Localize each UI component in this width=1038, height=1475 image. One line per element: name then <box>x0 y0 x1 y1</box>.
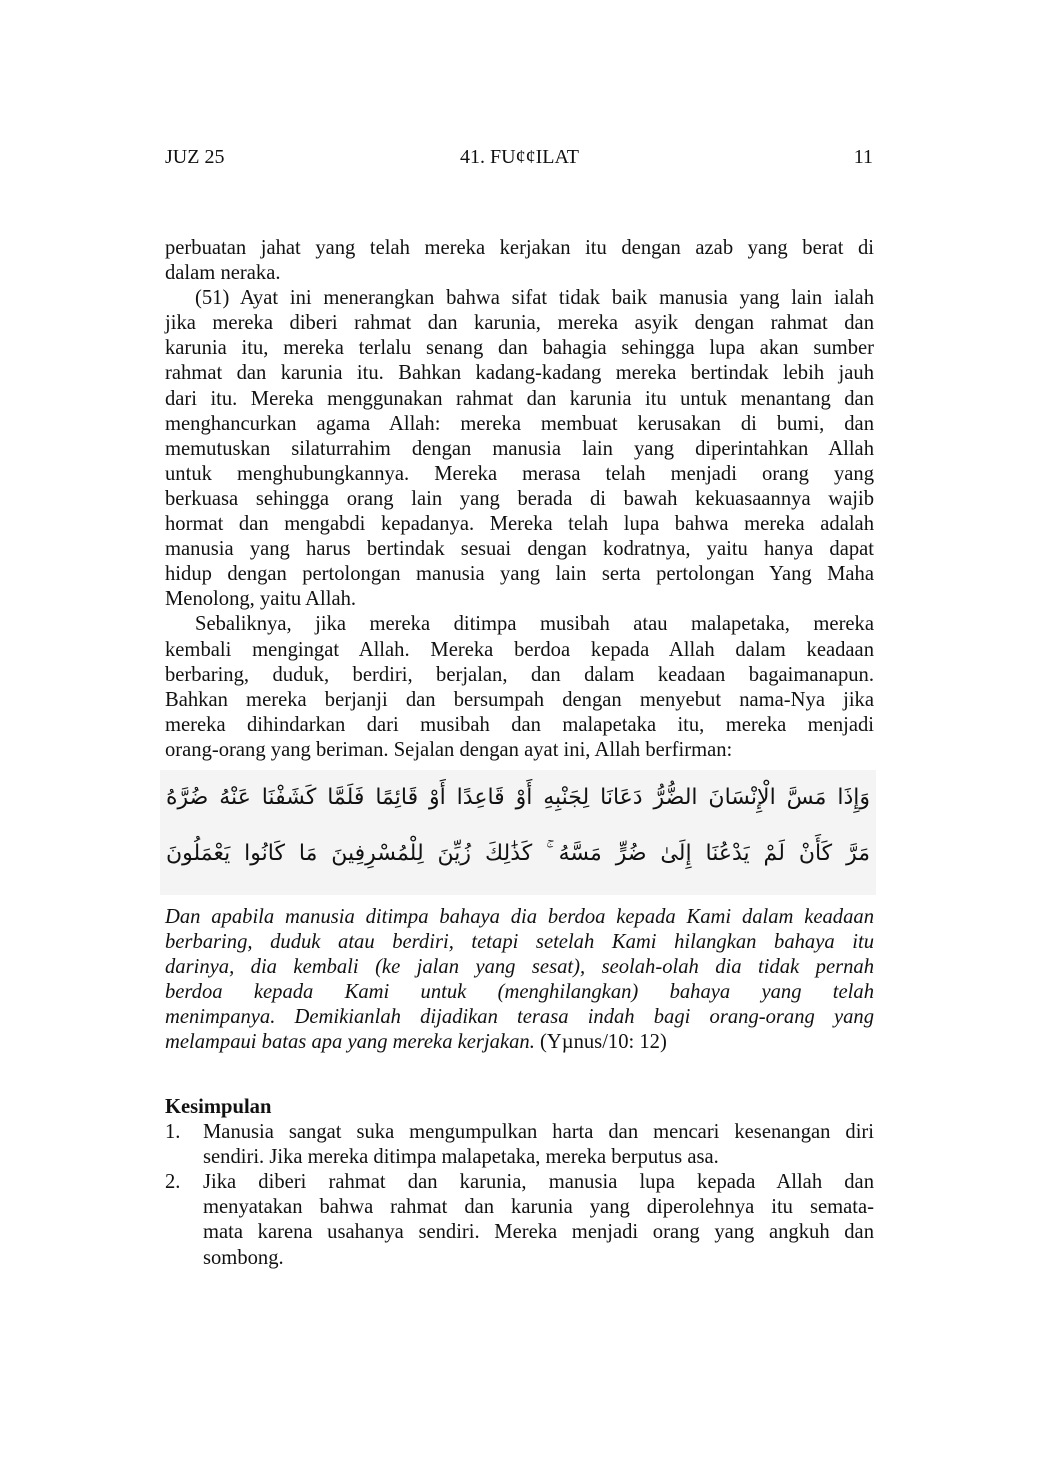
translation-line: berbaring, duduk atau berdiri, tetapi setelah Kami hilangkan bahaya itu <box>165 931 874 954</box>
paragraph-line: Menolong, yaitu Allah. <box>165 588 357 611</box>
paragraph-line: jika mereka diberi rahmat dan karunia, mereka asyik dengan rahmat dan <box>165 312 874 335</box>
paragraph-line: berbaring, duduk, berdiri, berjalan, dan dalam keadaan bagaimanapun. <box>165 663 874 686</box>
arabic-verse <box>160 770 876 895</box>
paragraph-line: karunia itu, mereka terlalu senang dan bahagia sehingga lupa akan sumber <box>165 337 874 360</box>
paragraph-line: orang-orang yang beriman. Sejalan dengan ayat ini, Allah berfirman: <box>165 738 733 761</box>
page-number: 11 <box>853 146 873 168</box>
paragraph-line: untuk menghubungkannya. Mereka merasa telah menjadi orang yang <box>165 462 874 485</box>
paragraph-line: dalam neraka. <box>165 262 281 285</box>
list-number: 2. <box>165 1171 181 1194</box>
conclusion-item <box>165 1170 874 1270</box>
paragraph-line: hidup dengan pertolongan manusia yang lain serta pertolongan Yang Maha <box>165 563 874 586</box>
paragraph-line: kembali mengingat Allah. Mereka berdoa kepada Allah dalam keadaan <box>165 638 874 661</box>
paragraph-line: berkuasa sehingga orang lain yang berada di bawah kekuasaannya wajib <box>165 487 874 510</box>
paragraph-line: mereka dihindarkan dari musibah dan malapetaka itu, mereka menjadi <box>165 713 874 736</box>
paragraph-line: dari itu. Mereka menggunakan rahmat dan karunia itu untuk menantang dan <box>165 387 874 410</box>
list-line: sendiri. Jika mereka ditimpa malapetaka, mereka berputus asa. <box>203 1146 719 1169</box>
body-text <box>165 236 874 763</box>
verse-reference: (Yµnus/10: 12) <box>534 1031 667 1054</box>
paragraph-line: Sebaliknya, jika mereka ditimpa musibah atau malapetaka, mereka <box>195 613 874 636</box>
list-line: sombong. <box>203 1246 284 1269</box>
arabic-verse-line: مَرَّ كَأَنْ لَمْ يَدْعُنَا إِلَىٰ ضُرٍّ مَسَّهُ ۚ كَذَٰلِكَ زُيِّنَ لِلْمُسْرِفِينَ مَا كَانُوا يَعْمَلُونَ <box>166 841 870 866</box>
list-line: mata karena usahanya sendiri. Mereka menjadi orang yang angkuh dan <box>203 1221 874 1244</box>
translation-last-line: melampaui batas apa yang mereka kerjakan. <box>165 1031 535 1054</box>
paragraph-line: menghancurkan agama Allah: mereka membuat kerusakan di bumi, dan <box>165 412 874 435</box>
translation-line: darinya, dia kembali (ke jalan yang sesat), seolah-olah dia tidak pernah <box>165 956 874 979</box>
paragraph-line: memutuskan silaturrahim dengan manusia lain yang diperintahkan Allah <box>165 437 874 460</box>
paragraph-line: hormat dan mengabdi kepadanya. Mereka telah lupa bahwa mereka adalah <box>165 513 874 536</box>
paragraph-line: rahmat dan karunia itu. Bahkan kadang-kadang mereka bertindak lebih jauh <box>165 362 874 385</box>
paragraph-line: (51) Ayat ini menerangkan bahwa sifat tidak baik manusia yang lain ialah <box>195 287 874 310</box>
arabic-verse-line: وَإِذَا مَسَّ الْإِنْسَانَ الضُّرُّ دَعَانَا لِجَنْبِهِ أَوْ قَاعِدًا أَوْ قَائِمًا فَلَمَّا كَشَفْنَا عَنْهُ ضُرَّهُ <box>166 785 870 810</box>
running-header-surah: 41. FU¢¢ILAT <box>460 146 579 168</box>
list-line: Jika diberi rahmat dan karunia, manusia lupa kepada Allah dan <box>203 1171 874 1194</box>
translation-line: Dan apabila manusia ditimpa bahaya dia berdoa kepada Kami dalam keadaan <box>165 906 874 928</box>
list-number: 1. <box>165 1121 181 1144</box>
verse-translation <box>165 905 874 1056</box>
conclusion-section <box>165 1095 874 1271</box>
list-line: menyatakan bahwa rahmat dan karunia yang diperolehnya itu semata- <box>203 1196 874 1219</box>
list-line: Manusia sangat suka mengumpulkan harta dan mencari kesenangan diri <box>203 1121 874 1144</box>
translation-line: menimpanya. Demikianlah dijadikan terasa indah bagi orang-orang yang <box>165 1006 874 1029</box>
paragraph-line: manusia yang harus bertindak sesuai dengan kodratnya, yaitu hanya dapat <box>165 538 874 561</box>
conclusion-item <box>165 1120 874 1170</box>
conclusion-heading: Kesimpulan <box>165 1096 272 1118</box>
list-text <box>203 1170 874 1270</box>
translation-line: berdoa kepada Kami untuk (menghilangkan) bahaya yang telah <box>165 981 874 1004</box>
list-text <box>203 1120 874 1170</box>
running-header-juz: JUZ 25 <box>165 146 225 168</box>
paragraph-line: perbuatan jahat yang telah mereka kerjakan itu dengan azab yang berat di <box>165 237 874 259</box>
paragraph-line: Bahkan mereka berjanji dan bersumpah dengan menyebut nama-Nya jika <box>165 688 874 711</box>
